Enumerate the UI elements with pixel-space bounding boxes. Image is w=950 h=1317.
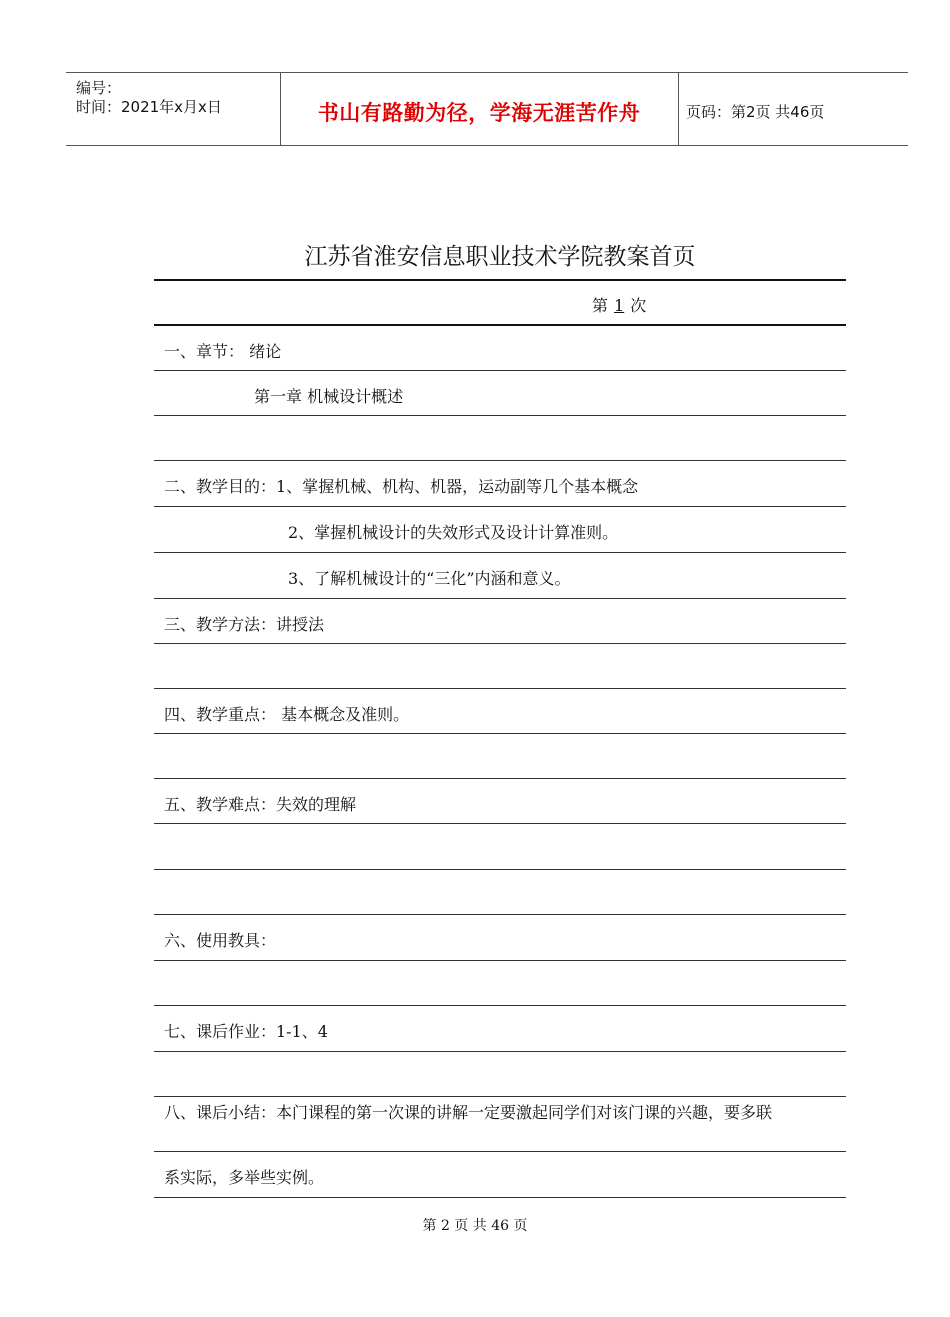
serial-label: 编号： [76,79,122,97]
difficulties-text: 五、教学难点：失效的理解 [164,795,357,814]
header-motto-cell [280,73,679,145]
header-page-cell [678,73,908,145]
row-blank-4 [154,824,846,870]
page-footer: 第 2 页 共 46 页 [422,1218,528,1234]
header-meta-cell [66,73,281,145]
row-method [154,599,846,644]
key-points-text: 四、教学重点： 基本概念及准则。 [164,705,410,724]
row-summary-2 [154,1152,846,1198]
row-blank-3 [154,734,846,779]
tools-text: 六、使用教具： [164,931,277,950]
row-objective-3 [154,553,846,599]
row-blank-1 [154,416,846,461]
row-difficulties [154,779,846,824]
row-summary-1 [154,1097,846,1152]
row-objective-1 [154,461,846,507]
session-row [154,281,846,326]
lesson-plan-form [154,279,846,1198]
objective-1-text: 二、教学目的：1、掌握机械、机构、机器，运动副等几个基本概念 [164,477,639,496]
objective-2-text: 2、掌握机械设计的失效形式及设计计算准则。 [288,523,619,542]
time-label: 时间：2021年x月x日 [76,98,222,116]
row-blank-7 [154,1052,846,1097]
summary-1-text: 八、课后小结：本门课程的第一次课的讲解一定要激起同学们对该门课的兴趣，要多联 [164,1103,773,1122]
row-blank-2 [154,644,846,689]
session-label [592,293,646,316]
homework-text: 七、课后作业：1-1、4 [164,1022,328,1041]
motto-text: 书山有路勤为径，学海无涯苦作舟 [317,101,641,125]
row-objective-2 [154,507,846,553]
row-blank-6 [154,961,846,1006]
row-chapter-sub [154,371,846,416]
row-tools [154,915,846,961]
header-page-info: 页码：第2页 共46页 [686,103,825,121]
method-text: 三、教学方法：讲授法 [164,615,325,634]
summary-2-text: 系实际，多举些实例。 [164,1168,325,1187]
page-title: 江苏省淮安信息职业技术学院教案首页 [304,244,696,270]
document-header [66,72,908,146]
session-suffix: 次 [630,296,647,315]
objective-3-text: 3、了解机械设计的“三化”内涵和意义。 [288,569,571,588]
row-key-points [154,689,846,734]
chapter-sub-text: 第一章 机械设计概述 [254,387,404,406]
session-number: 1 [614,296,625,315]
row-blank-5 [154,870,846,915]
row-homework [154,1006,846,1052]
chapter-text: 一、章节： 绪论 [164,342,282,361]
row-chapter [154,326,846,371]
session-prefix: 第 [592,296,609,315]
